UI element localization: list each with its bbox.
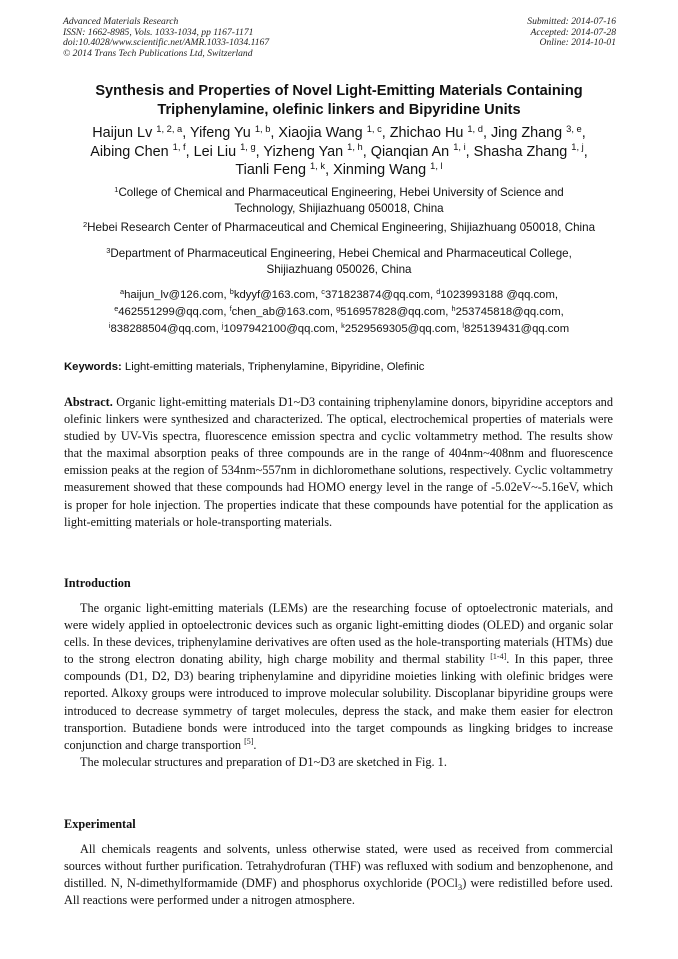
email-address: 371823874@qq.com: [324, 289, 431, 301]
email-marker: b: [229, 286, 234, 296]
separator: ,: [362, 143, 371, 160]
abstract: [64, 394, 613, 531]
email-marker: l: [462, 320, 465, 330]
email-line: [40, 304, 638, 321]
paragraph-text: .: [253, 737, 257, 752]
author-affiliation-marker: 1, i: [453, 142, 466, 153]
email-marker: a: [120, 286, 125, 296]
affiliation-number: 2: [82, 219, 88, 229]
email-address: chen_ab@163.com: [231, 306, 330, 318]
abstract-label: Abstract.: [64, 395, 113, 409]
author-line: [30, 143, 648, 162]
separator: ,: [465, 143, 474, 160]
experimental-paragraph-1: [64, 841, 613, 909]
separator: ,: [182, 125, 190, 141]
separator: ,: [223, 289, 230, 301]
paragraph-text: All chemicals reagents and solvents, unless otherwise stated, were used as received from commercial sources without further purification. Tetrahydrofuran (THF) was refluxed with sodium and benzophenone, and distilled. N, N-dimethylformamide (DMF) and phosphorus oxychloride (POCl: [64, 842, 613, 891]
author-line: [30, 124, 648, 143]
separator: ,: [315, 289, 322, 301]
separator: ,: [482, 125, 491, 141]
paragraph-text: The organic light-emitting materials (LEMs) are the researching focuse of optoelectronic materials, and were widely applied in optoelectronic devices such as organic light-emitting diodes (OLED) and organic solar cells. In these devices, triphenylamine derivatives are often used as the hole-transporting materials (HTMs) due to the strong electron donating ability, high charge mobility and thermal stability: [64, 601, 613, 667]
publication-info: [63, 17, 269, 59]
experimental-heading: Experimental: [64, 817, 136, 831]
author-name: Yifeng Yu: [190, 125, 255, 141]
affiliation-text: Technology, Shijiazhuang 050018, China: [234, 202, 444, 215]
author-affiliation-marker: 1, l: [430, 160, 443, 171]
author-name: Jing Zhang: [490, 125, 567, 141]
affiliation-number: 3: [106, 245, 111, 255]
title-line-2: Triphenylamine, olefinic linkers and Bipyridine Units: [157, 102, 521, 118]
email-address: haijun_lv@126.com: [124, 289, 224, 301]
author-affiliation-marker: 1, g: [240, 142, 256, 153]
author-affiliation-marker: 1, j: [571, 142, 584, 153]
introduction-paragraph-2: The molecular structures and preparation of D1~D3 are sketched in Fig. 1.: [80, 754, 447, 769]
citation: [1-4]: [490, 651, 507, 661]
separator: ,: [554, 289, 558, 301]
author-affiliation-marker: 1, h: [347, 142, 363, 153]
online-date: Online: 2014-10-01: [539, 37, 616, 49]
introduction-heading: Introduction: [64, 576, 131, 590]
separator: ,: [581, 125, 586, 141]
separator: ,: [270, 125, 279, 141]
email-address: 1023993188 @qq.com: [440, 289, 555, 301]
author-name: Zhichao Hu: [389, 125, 468, 141]
doi-line: doi:10.4028/www.scientific.net/AMR.1033-1034.1167: [63, 37, 270, 49]
citation: [5]: [244, 737, 254, 747]
author-name: Qianqian An: [370, 143, 454, 160]
author-affiliation-marker: 1, c: [366, 123, 382, 134]
separator: ,: [223, 306, 230, 318]
author-name: Haijun Lv: [92, 125, 157, 141]
email-line: [40, 287, 638, 304]
email-marker: e: [114, 303, 119, 313]
paragraph-text: ) were redistilled before used. All reactions were performed under a nitrogen atmosphere.: [64, 876, 613, 908]
author-affiliation-marker: 1, k: [310, 160, 326, 171]
email-marker: i: [108, 320, 111, 330]
separator: ,: [185, 143, 194, 160]
email-address: 2529569305@qq.com: [344, 323, 457, 335]
introduction-paragraph-1: [64, 600, 613, 754]
separator: ,: [560, 306, 564, 318]
keywords: [64, 361, 624, 373]
title-line-1: Synthesis and Properties of Novel Light-Emitting Materials Containing: [95, 83, 583, 99]
author-name: Xinming Wang: [333, 162, 431, 178]
email-marker: h: [451, 303, 456, 313]
paper-title: [40, 82, 638, 120]
separator: ,: [329, 306, 337, 318]
email-marker: d: [436, 286, 441, 296]
copyright-line: © 2014 Trans Tech Publications Ltd, Switzerland: [63, 47, 253, 59]
email-marker: g: [336, 303, 341, 313]
affiliation-text: College of Chemical and Pharmaceutical Engineering, Hebei University of Science and: [118, 186, 564, 199]
email-address: 1097942100@qq.com: [223, 323, 335, 335]
author-affiliation-marker: 1, 2, a: [156, 123, 183, 134]
separator: ,: [456, 323, 463, 335]
author-list: [30, 124, 648, 180]
email-line: [40, 321, 638, 338]
author-affiliation-marker: 3, e: [566, 123, 582, 134]
keywords-text: Light-emitting materials, Triphenylamine, Bipyridine, Olefinic: [124, 361, 425, 373]
affiliation-1: [40, 185, 638, 217]
separator: ,: [583, 143, 588, 160]
separator: ,: [325, 162, 334, 178]
separator: ,: [445, 306, 452, 318]
email-marker: f: [229, 303, 232, 313]
email-address: 253745818@qq.com: [455, 306, 561, 318]
abstract-text: Organic light-emitting materials D1~D3 containing triphenylamine donors, bipyridine acceptors and olefinic linkers were synthesized and characterized. The optical, electrochemical properties of materials were studied by UV-Vis spectra, fluorescence emission spectra and cyclic voltammetry method. The results show that the maximal absorption peaks of three compounds are in the range of 404nm~408nm and fluorescence emission peaks at the region of 534nm~557nm in dichloromethane solutions, respectively. Cyclic voltammetry measurement showed that these compounds had HOMO energy level in the range of -5.02eV~-5.16eV, which is proper for hole injection. The properties indicate that these compounds have potential for the application as light-emitting materials or hole-transporting materials.: [64, 395, 613, 529]
introduction-body: [64, 600, 613, 771]
email-list: [40, 287, 638, 338]
affiliation-number: 1: [114, 184, 119, 194]
affiliation-text: Shijiazhuang 050026, China: [266, 263, 412, 276]
affiliation-2: [40, 220, 638, 236]
separator: ,: [381, 125, 390, 141]
author-name: Aibing Chen: [90, 143, 173, 160]
separator: ,: [430, 289, 437, 301]
author-name: Xiaojia Wang: [278, 125, 367, 141]
subscript: 3: [457, 881, 463, 892]
affiliation-text: Hebei Research Center of Pharmaceutical and Chemical Engineering, Shijiazhuang 050018, China: [87, 221, 596, 234]
email-marker: c: [321, 286, 325, 296]
email-address: kdyyf@163.com: [233, 289, 315, 301]
publication-dates: [527, 17, 616, 49]
author-name: Yizheng Yan: [263, 143, 348, 160]
author-name: Shasha Zhang: [473, 143, 572, 160]
journal-name: Advanced Materials Research: [63, 16, 179, 27]
email-address: 825139431@qq.com: [464, 323, 570, 335]
email-address: 838288504@qq.com: [110, 323, 216, 335]
email-marker: k: [341, 320, 345, 330]
separator: ,: [334, 323, 342, 335]
author-name: Lei Liu: [193, 143, 241, 160]
author-line: [30, 161, 648, 180]
paragraph-text: . In this paper, three compounds (D1, D2, D3) bearing triphenylamine and dipyridine moieties linking with olefinic bridges were reported. Alkoxy groups were introduced to improve molecular solubility. Discoplanar bipyridine groups were introduced to decrease symmetry of target molecules, depress the stack, and make them easier for electron transportion. Butadiene bonds were introduced into the target compounds as lingking bridges to increase conjunction and charge transportion: [64, 652, 613, 752]
experimental-body: [64, 841, 613, 909]
accepted-date: Accepted: 2014-07-28: [530, 26, 616, 38]
separator: ,: [215, 323, 222, 335]
email-address: 462551299@qq.com: [118, 306, 224, 318]
affiliation-3: [40, 246, 638, 278]
author-name: Tianli Feng: [235, 162, 311, 178]
author-affiliation-marker: 1, f: [172, 142, 186, 153]
author-affiliation-marker: 1, b: [254, 123, 271, 134]
author-affiliation-marker: 1, d: [467, 123, 483, 134]
email-marker: j: [221, 320, 224, 330]
submitted-date: Submitted: 2014-07-16: [527, 16, 616, 27]
affiliation-text: Department of Pharmaceutical Engineering, Hebei Chemical and Pharmaceutical College,: [110, 247, 572, 260]
keywords-label: Keywords:: [64, 361, 122, 373]
email-address: 516957828@qq.com: [340, 306, 446, 318]
issn-line: ISSN: 1662-8985, Vols. 1033-1034, pp 1167-1171: [63, 26, 254, 38]
separator: ,: [255, 143, 264, 160]
